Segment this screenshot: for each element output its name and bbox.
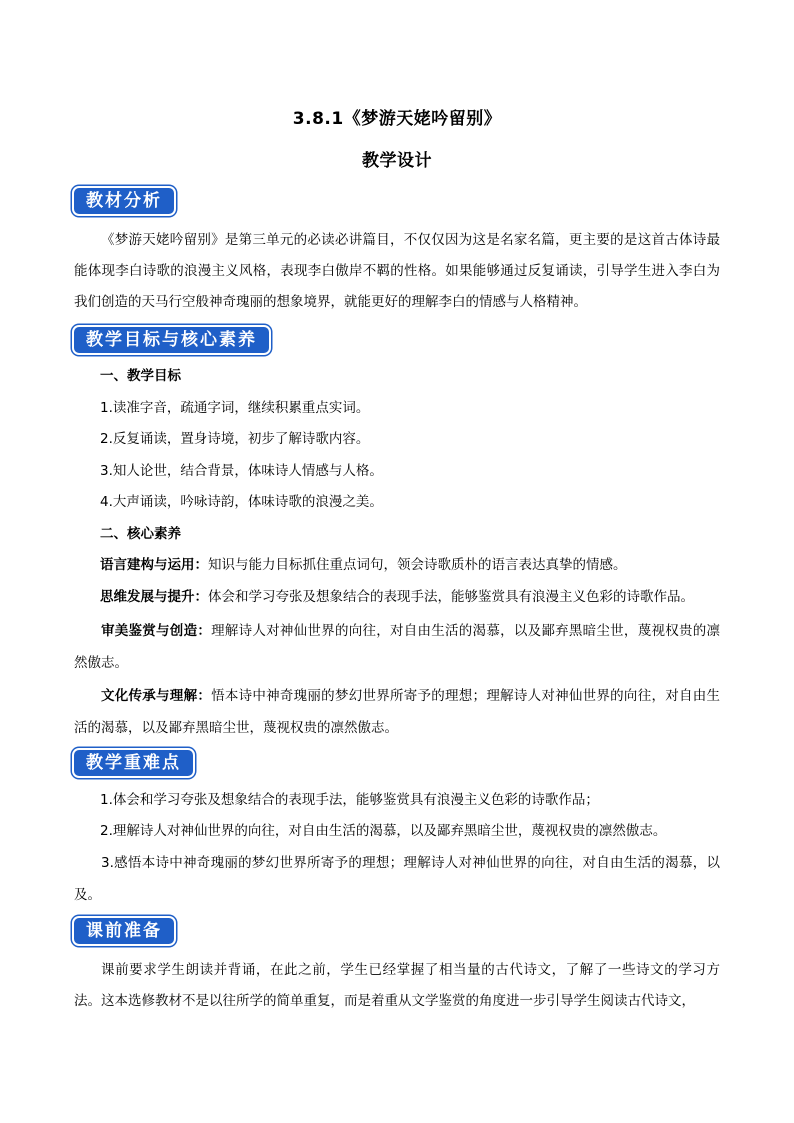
core-item-thinking	[100, 587, 720, 607]
goal-item: 2.反复诵读，置身诗境，初步了解诗歌内容。	[100, 431, 370, 447]
section-heading-goals-core: 教学目标与核心素养	[74, 327, 269, 353]
goals-subtitle: 一、教学目标	[100, 368, 181, 384]
core-subtitle: 二、核心素养	[100, 526, 181, 542]
core-item-lead: 思维发展与提升：	[100, 589, 208, 605]
key-point-item: 1.体会和学习夸张及想象结合的表现手法，能够鉴赏具有浪漫主义色彩的诗歌作品；	[100, 792, 599, 808]
core-item-lead: 文化传承与理解：	[101, 688, 212, 704]
section-heading-textbook-analysis: 教材分析	[74, 188, 174, 214]
core-item-text: 悟本诗中神奇瑰丽的梦幻世界所寄予的理想；理解诗人对神仙世界的向往，对自由生活的渴慕，以及鄙弃黑暗尘世，蔑视权贵的凛然傲志。	[74, 688, 721, 736]
document-title: 3.8.1《梦游天姥吟留别》	[292, 109, 502, 129]
core-item-text: 知识与能力目标抓住重点词句，领会诗歌质朴的语言表达真挚的情感。	[208, 557, 627, 573]
core-item-aesthetic	[74, 615, 720, 679]
goal-item: 1.读准字音，疏通字词，继续积累重点实词。	[100, 400, 370, 416]
core-item-lead: 语言建构与运用：	[100, 557, 208, 573]
goal-item: 3.知人论世，结合背景，体味诗人情感与人格。	[100, 463, 383, 479]
core-item-text: 理解诗人对神仙世界的向往，对自由生活的渴慕，以及鄙弃黑暗尘世，蔑视权贵的凛然傲志。	[74, 623, 721, 671]
core-item-culture	[74, 680, 720, 744]
goal-item: 4.大声诵读，吟咏诗韵，体味诗歌的浪漫之美。	[100, 494, 383, 510]
section-heading-preparation: 课前准备	[74, 918, 174, 944]
key-point-item: 2.理解诗人对神仙世界的向往，对自由生活的渴慕，以及鄙弃黑暗尘世，蔑视权贵的凛然傲志。	[100, 823, 667, 839]
core-item-language	[100, 555, 720, 575]
textbook-analysis-paragraph: 《梦游天姥吟留别》是第三单元的必读必讲篇目，不仅仅因为这是名家名篇，更主要的是这首古体诗最能体现李白诗歌的浪漫主义风格，表现李白傲岸不羁的性格。如果能够通过反复诵读，引导学生进入李白为我们创造的天马行空般神奇瑰丽的想象境界，就能更好的理解李白的情感与人格精神。	[74, 232, 720, 310]
core-item-lead: 审美鉴赏与创造：	[101, 623, 212, 639]
preparation-paragraph: 课前要求学生朗读并背诵，在此之前，学生已经掌握了相当量的古代诗文，了解了一些诗文的学习方法。这本选修教材不是以往所学的简单重复，而是着重从文学鉴赏的角度进一步引导学生阅读古代诗文，	[74, 962, 720, 1009]
core-item-text: 体会和学习夸张及想象结合的表现手法，能够鉴赏具有浪漫主义色彩的诗歌作品。	[208, 589, 694, 605]
section-heading-key-points: 教学重难点	[74, 750, 193, 776]
key-point-item: 3.感悟本诗中神奇瑰丽的梦幻世界所寄予的理想；理解诗人对神仙世界的向往，对自由生活的渴慕，以及。	[74, 855, 720, 903]
document-subtitle: 教学设计	[362, 151, 432, 171]
